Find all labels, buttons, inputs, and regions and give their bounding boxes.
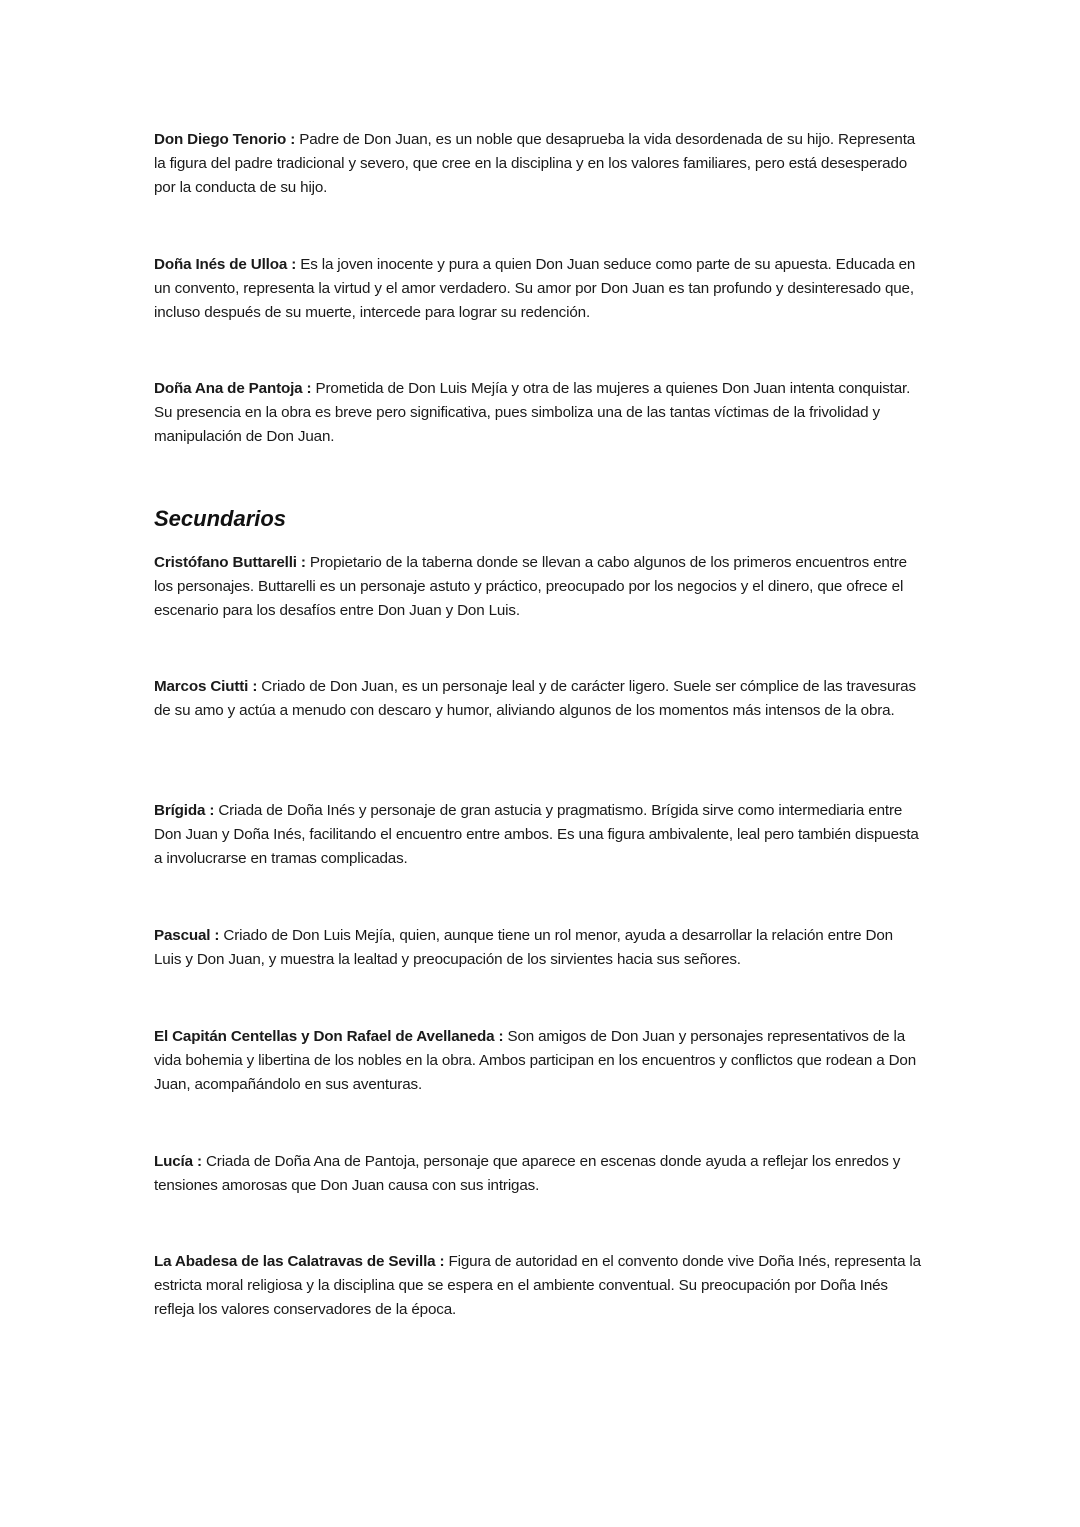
character-entry-ciutti	[154, 675, 924, 723]
character-name: El Capitán Centellas y Don Rafael de Avellaneda :	[154, 1028, 504, 1045]
character-description: Propietario de la taberna donde se llevan a cabo algunos de los primeros encuentros entre los personajes. Buttarelli es un personaje astuto y práctico, preocupado por los negocios y el dinero, que ofrece el escenario para los desafíos entre Don Juan y Don Luis.	[154, 554, 907, 619]
character-name: Doña Ana de Pantoja :	[154, 380, 312, 397]
character-name: Marcos Ciutti :	[154, 678, 258, 695]
character-description: Son amigos de Don Juan y personajes representativos de la vida bohemia y libertina de los nobles en la obra. Ambos participan en los encuentros y conflictos que rodean a Don Juan, acompañándolo en sus aventuras.	[154, 1028, 917, 1093]
character-entry-don-diego	[154, 128, 924, 200]
character-description: Criada de Doña Inés y personaje de gran astucia y pragmatismo. Brígida sirve como intermediaria entre Don Juan y Doña Inés, facilitando el encuentro entre ambos. Es una figura ambivalente, leal pero también dispuesta a involucrarse en tramas complicadas.	[154, 802, 919, 867]
character-name: Doña Inés de Ulloa :	[154, 256, 297, 273]
character-name: La Abadesa de las Calatravas de Sevilla :	[154, 1253, 445, 1270]
section-heading-secundarios: Secundarios	[154, 506, 287, 531]
character-entry-lucia	[154, 1150, 924, 1198]
character-description: Criado de Don Juan, es un personaje leal y de carácter ligero. Suele ser cómplice de las travesuras de su amo y actúa a menudo con descaro y humor, aliviando algunos de los momentos más intensos de la obra.	[154, 678, 916, 719]
character-name: Lucía :	[154, 1153, 202, 1170]
character-entry-centellas-avellaneda	[154, 1025, 924, 1097]
character-entry-abadesa	[154, 1250, 924, 1322]
character-name: Cristófano Buttarelli :	[154, 554, 306, 571]
character-name: Don Diego Tenorio :	[154, 131, 296, 148]
character-description: Criado de Don Luis Mejía, quien, aunque tiene un rol menor, ayuda a desarrollar la relación entre Don Luis y Don Juan, y muestra la lealtad y preocupación de los sirvientes hacia sus señores.	[154, 927, 893, 968]
character-entry-buttarelli	[154, 551, 924, 623]
character-name: Pascual :	[154, 927, 220, 944]
character-name: Brígida :	[154, 802, 215, 819]
character-description: Prometida de Don Luis Mejía y otra de las mujeres a quienes Don Juan intenta conquistar. Su presencia en la obra es breve pero significativa, pues simboliza una de las tantas víctimas de la frivolidad y manipulación de Don Juan.	[154, 380, 911, 445]
character-entry-dona-ines	[154, 253, 924, 325]
character-description: Figura de autoridad en el convento donde vive Doña Inés, representa la estricta moral religiosa y la disciplina que se espera en el ambiente conventual. Su preocupación por Doña Inés refleja los valores conservadores de la época.	[154, 1253, 921, 1318]
character-entry-dona-ana	[154, 377, 924, 449]
character-description: Es la joven inocente y pura a quien Don Juan seduce como parte de su apuesta. Educada en un convento, representa la virtud y el amor verdadero. Su amor por Don Juan es tan profundo y desinteresado que, incluso después de su muerte, intercede para lograr su redención.	[154, 256, 916, 321]
character-description: Padre de Don Juan, es un noble que desaprueba la vida desordenada de su hijo. Representa la figura del padre tradicional y severo, que cree en la disciplina y en los valores familiares, pero está desesperado por la conducta de su hijo.	[154, 131, 916, 196]
character-entry-brigida	[154, 799, 924, 871]
character-entry-pascual	[154, 924, 924, 972]
character-description: Criada de Doña Ana de Pantoja, personaje que aparece en escenas donde ayuda a reflejar los enredos y tensiones amorosas que Don Juan causa con sus intrigas.	[154, 1153, 901, 1194]
